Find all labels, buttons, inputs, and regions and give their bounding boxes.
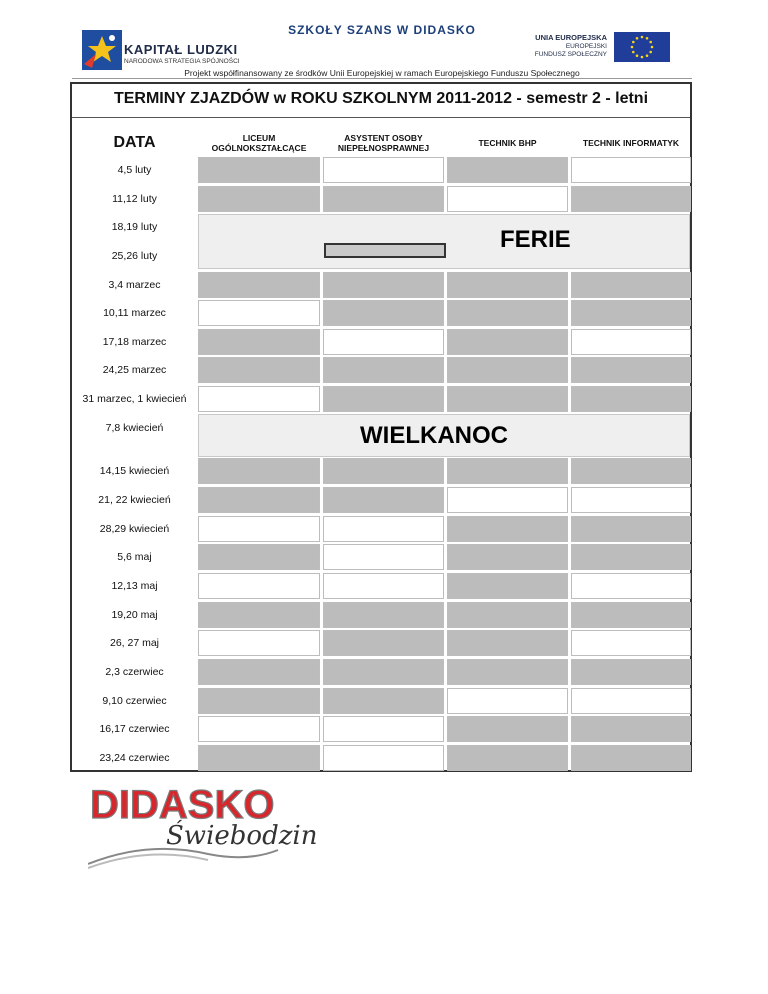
column-header-1: LICEUM OGÓLNOKSZTAŁCĄCE: [211, 133, 307, 153]
ferie-label: FERIE: [500, 226, 571, 253]
session-cell-active: [198, 186, 320, 212]
date-cell: 7,8 kwiecień: [105, 422, 164, 434]
didasko-logo: [88, 780, 338, 870]
session-cell-active: [447, 602, 568, 628]
title-divider: [72, 117, 690, 118]
date-cell: 21, 22 kwiecień: [98, 494, 171, 506]
schedule-sheet: [70, 82, 692, 772]
wielkanoc-label: WIELKANOC: [360, 422, 508, 449]
date-cell: 11,12 luty: [112, 193, 157, 205]
session-cell-active: [571, 716, 691, 742]
column-header-2: ASYSTENT OSOBY NIEPEŁNOSPRAWNEJ: [337, 133, 430, 153]
eu-text: [535, 34, 607, 59]
session-cell-active: [323, 186, 444, 212]
eu-flag-icon: [614, 32, 670, 62]
session-cell-empty: [571, 573, 691, 599]
date-cell: 24,25 marzec: [102, 364, 167, 376]
session-cell-active: [447, 357, 568, 383]
session-cell-active: [571, 300, 691, 326]
session-cell-empty: [198, 573, 320, 599]
date-cell: 31 marzec, 1 kwiecień: [82, 393, 187, 405]
session-cell-active: [571, 745, 691, 771]
date-cell: 26, 27 maj: [109, 637, 160, 649]
session-cell-active: [447, 458, 568, 484]
session-cell-empty: [447, 688, 568, 714]
date-cell: 12,13 maj: [111, 580, 158, 592]
date-cell: 18,19 luty: [111, 221, 158, 233]
session-cell-active: [571, 272, 691, 298]
eu-line2: EUROPEJSKI: [565, 43, 607, 50]
didasko-logo-sub: Świebodzin: [166, 821, 318, 851]
session-cell-active: [323, 688, 444, 714]
session-cell-empty: [323, 573, 444, 599]
session-cell-active: [571, 602, 691, 628]
session-cell-active: [447, 300, 568, 326]
date-cell: 25,26 luty: [111, 250, 158, 262]
kl-name: KAPITAŁ LUDZKI: [124, 42, 238, 57]
session-cell-active: [323, 272, 444, 298]
session-cell-active: [198, 458, 320, 484]
session-cell-empty: [323, 544, 444, 570]
session-cell-active: [323, 630, 444, 656]
programme-title: SZKOŁY SZANS W DIDASKO: [288, 23, 476, 37]
session-cell-empty: [323, 745, 444, 771]
session-cell-active: [447, 544, 568, 570]
session-cell-active: [198, 157, 320, 183]
date-cell: 3,4 marzec: [108, 279, 161, 291]
session-cell-active: [571, 186, 691, 212]
column-header-3: TECHNIK BHP: [478, 138, 537, 148]
kapital-ludzki-logo: [82, 30, 122, 70]
ferie-marker: [324, 243, 446, 258]
session-cell-active: [323, 487, 444, 513]
date-cell: 23,24 czerwiec: [99, 752, 170, 764]
session-cell-empty: [198, 386, 320, 412]
session-cell-active: [198, 659, 320, 685]
session-cell-active: [571, 516, 691, 542]
session-cell-empty: [198, 630, 320, 656]
session-cell-active: [323, 602, 444, 628]
session-cell-empty: [198, 516, 320, 542]
column-header-4: TECHNIK INFORMATYK: [582, 138, 680, 148]
session-cell-empty: [323, 516, 444, 542]
session-cell-empty: [323, 716, 444, 742]
session-cell-empty: [571, 157, 691, 183]
session-cell-active: [447, 630, 568, 656]
session-cell-active: [571, 544, 691, 570]
session-cell-active: [198, 487, 320, 513]
session-cell-active: [323, 659, 444, 685]
session-cell-active: [447, 272, 568, 298]
date-cell: 10,11 marzec: [103, 307, 166, 319]
date-cell: 28,29 kwiecień: [99, 523, 170, 535]
date-cell: 14,15 kwiecień: [99, 465, 170, 477]
session-cell-active: [447, 745, 568, 771]
date-cell: 17,18 marzec: [102, 336, 167, 348]
date-cell: 19,20 maj: [111, 609, 158, 621]
session-cell-active: [323, 357, 444, 383]
date-cell: 2,3 czerwiec: [105, 666, 164, 678]
session-cell-active: [198, 272, 320, 298]
session-cell-active: [198, 329, 320, 355]
session-cell-empty: [571, 688, 691, 714]
session-cell-active: [323, 300, 444, 326]
cofinancing-note: Projekt współfinansowany ze środków Unii Europejskiej w ramach Europejskiego Funduszu Społecznego: [184, 68, 580, 78]
session-cell-active: [198, 357, 320, 383]
session-cell-empty: [571, 329, 691, 355]
session-cell-active: [447, 386, 568, 412]
eu-line1: UNIA EUROPEJSKA: [535, 33, 607, 42]
didasko-logo-main: DIDASKO: [90, 783, 275, 827]
session-cell-empty: [198, 300, 320, 326]
date-cell: 9,10 czerwiec: [102, 695, 167, 707]
session-cell-active: [198, 602, 320, 628]
session-cell-active: [447, 659, 568, 685]
session-cell-empty: [571, 487, 691, 513]
session-cell-empty: [198, 716, 320, 742]
kl-subtitle: NARODOWA STRATEGIA SPÓJNOŚCI: [124, 58, 240, 65]
session-cell-empty: [447, 186, 568, 212]
session-cell-active: [447, 329, 568, 355]
session-cell-active: [447, 516, 568, 542]
session-cell-empty: [571, 630, 691, 656]
date-cell: 5,6 maj: [117, 551, 152, 563]
session-cell-active: [323, 458, 444, 484]
date-cell: 16,17 czerwiec: [99, 723, 170, 735]
session-cell-active: [447, 716, 568, 742]
kapital-ludzki-text: [124, 42, 240, 65]
session-cell-active: [198, 544, 320, 570]
column-header-0: DATA: [113, 134, 156, 151]
ferie-banner: [198, 214, 690, 269]
session-cell-active: [571, 659, 691, 685]
session-cell-empty: [323, 329, 444, 355]
session-cell-empty: [323, 157, 444, 183]
eu-line3: FUNDUSZ SPOŁECZNY: [534, 51, 607, 58]
session-cell-active: [571, 386, 691, 412]
session-cell-active: [447, 573, 568, 599]
session-cell-active: [571, 458, 691, 484]
date-cell: 4,5 luty: [117, 164, 152, 176]
session-cell-active: [198, 745, 320, 771]
session-cell-active: [447, 157, 568, 183]
session-cell-empty: [447, 487, 568, 513]
session-cell-active: [571, 357, 691, 383]
session-cell-active: [198, 688, 320, 714]
session-cell-active: [323, 386, 444, 412]
sheet-title: TERMINY ZJAZDÓW w ROKU SZKOLNYM 2011-2012 - semestr 2 - letni: [113, 90, 649, 107]
